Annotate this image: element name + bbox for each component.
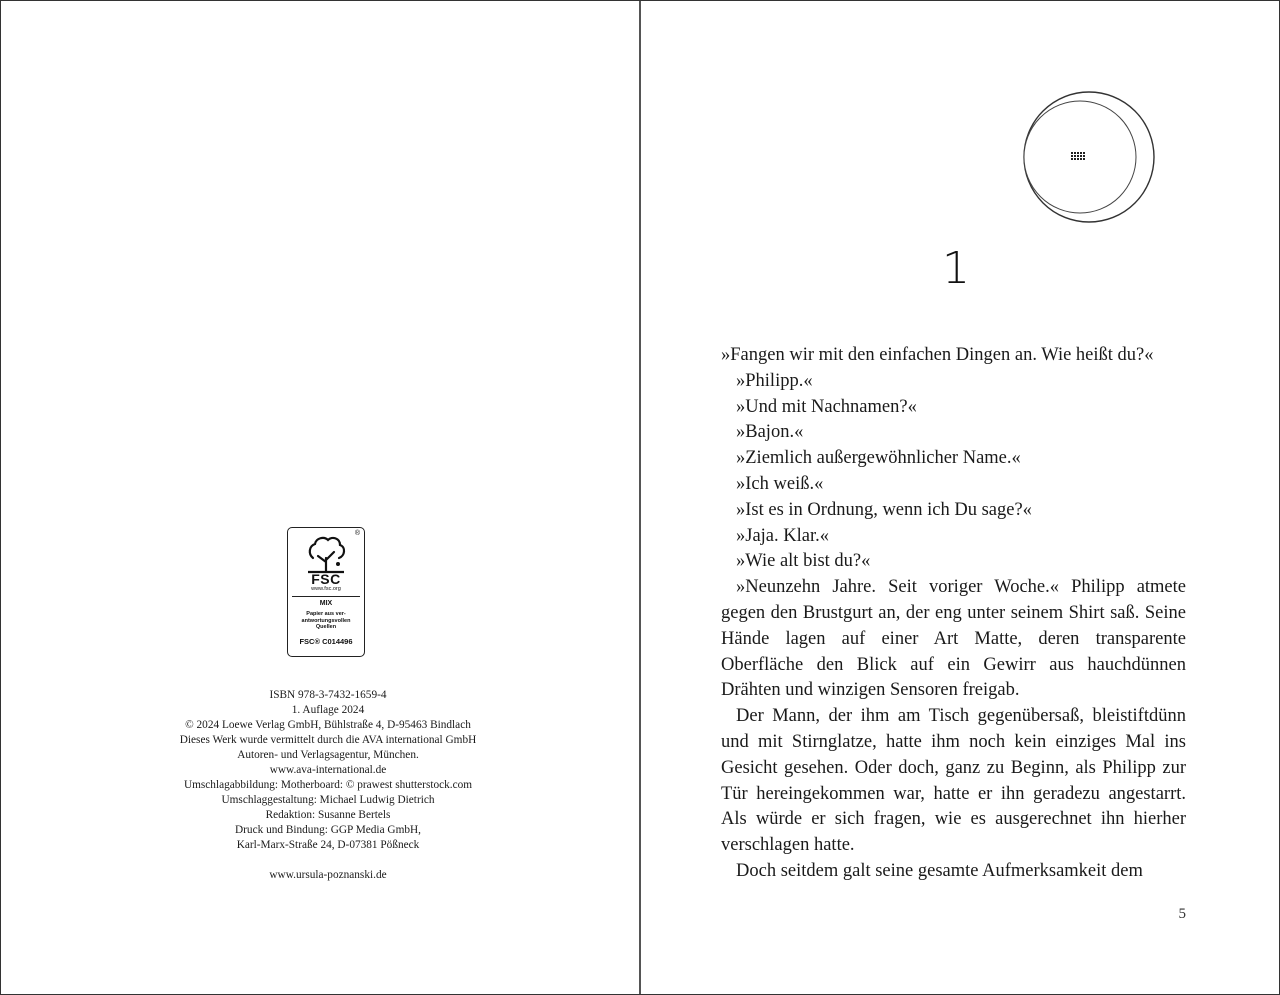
imprint-line: Redaktion: Susanne Bertels bbox=[265, 809, 391, 821]
fsc-url: www.fsc.org bbox=[311, 586, 341, 592]
fsc-description-line: antwortungsvollen bbox=[301, 617, 351, 624]
chapter-body-text bbox=[721, 343, 1186, 885]
paragraph: »Jaja. Klar.« bbox=[736, 525, 829, 546]
fsc-description bbox=[288, 611, 364, 631]
paragraph: »Bajon.« bbox=[736, 422, 804, 443]
left-page bbox=[1, 1, 639, 994]
paragraph: »Wie alt bist du?« bbox=[736, 551, 871, 572]
fsc-mix-label: MIX bbox=[319, 600, 333, 607]
fsc-logo bbox=[287, 527, 365, 657]
imprint-line: Umschlagabbildung: Motherboard: © prawest shutterstock.com bbox=[183, 779, 473, 791]
imprint-line: www.ava-international.de bbox=[269, 764, 387, 776]
imprint-line: Dieses Werk wurde vermittelt durch die AVA international GmbH bbox=[179, 734, 477, 746]
page-number: 5 bbox=[1178, 906, 1186, 922]
fsc-registered-mark: ® bbox=[354, 530, 360, 537]
imprint bbox=[121, 688, 535, 883]
paragraph: »Fangen wir mit den einfachen Dingen an. Wie heißt du?« bbox=[721, 345, 1154, 365]
imprint-line: ISBN 978-3-7432-1659-4 bbox=[269, 689, 387, 701]
imprint-line: Druck und Bindung: GGP Media GmbH, bbox=[235, 824, 421, 836]
imprint-spacer bbox=[121, 853, 535, 868]
author-website: www.ursula-poznanski.de bbox=[269, 869, 387, 881]
fsc-license-code: FSC® C014496 bbox=[299, 636, 353, 646]
imprint-line: Karl-Marx-Straße 24, D-07381 Pößneck bbox=[236, 839, 420, 851]
paragraph: »Ich weiß.« bbox=[736, 473, 824, 494]
fsc-name: FSC bbox=[311, 571, 341, 587]
imprint-line: Autoren- und Verlagsagentur, München. bbox=[237, 749, 419, 761]
fsc-description-line: Quellen bbox=[315, 624, 337, 630]
imprint-line: 1. Auflage 2024 bbox=[291, 704, 365, 716]
paragraph: »Ziemlich außergewöhnlicher Name.« bbox=[736, 448, 1021, 469]
paragraph: »Philipp.« bbox=[736, 370, 813, 391]
chapter-number: 1 bbox=[942, 243, 970, 294]
paragraph: »Und mit Nachnamen?« bbox=[736, 396, 917, 417]
chapter-ornament-circle-icon bbox=[1021, 85, 1155, 231]
paragraph: »Neunzehn Jahre. Seit voriger Woche.« Philipp atmete gegen den Brustgurt an, der eng unter seinem Shirt saß. Seine Hände lagen auf einer Art Matte, deren transparente Oberfläche den Blick auf ein Gewirr aus hauchdünnen Drähten und winzigen Sensoren freigab. bbox=[721, 577, 1186, 701]
paragraph: Der Mann, der ihm am Tisch gegenübersaß, bleistiftdünn und mit Stirnglatze, hatte ihm noch kein einziges Mal ins Gesicht gesehen. Oder doch, ganz zu Beginn, als Philipp zur Tür hereingekommen war, hatte er ihn geradezu angestarrt. Als würde er sich fragen, wie es ausgerechnet ihn hierher verschlagen hatte. bbox=[721, 706, 1186, 856]
fsc-description-line: Papier aus ver- bbox=[306, 611, 346, 617]
imprint-line: © 2024 Loewe Verlag GmbH, Bühlstraße 4, D-95463 Bindlach bbox=[185, 719, 471, 731]
paragraph: Doch seitdem galt seine gesamte Aufmerksamkeit dem bbox=[736, 860, 1143, 881]
fsc-divider bbox=[292, 596, 360, 597]
fsc-tree-icon bbox=[304, 534, 348, 574]
paragraph: »Ist es in Ordnung, wenn ich Du sage?« bbox=[736, 499, 1032, 520]
imprint-line: Umschlaggestaltung: Michael Ludwig Dietrich bbox=[221, 794, 435, 806]
right-page bbox=[641, 1, 1279, 994]
